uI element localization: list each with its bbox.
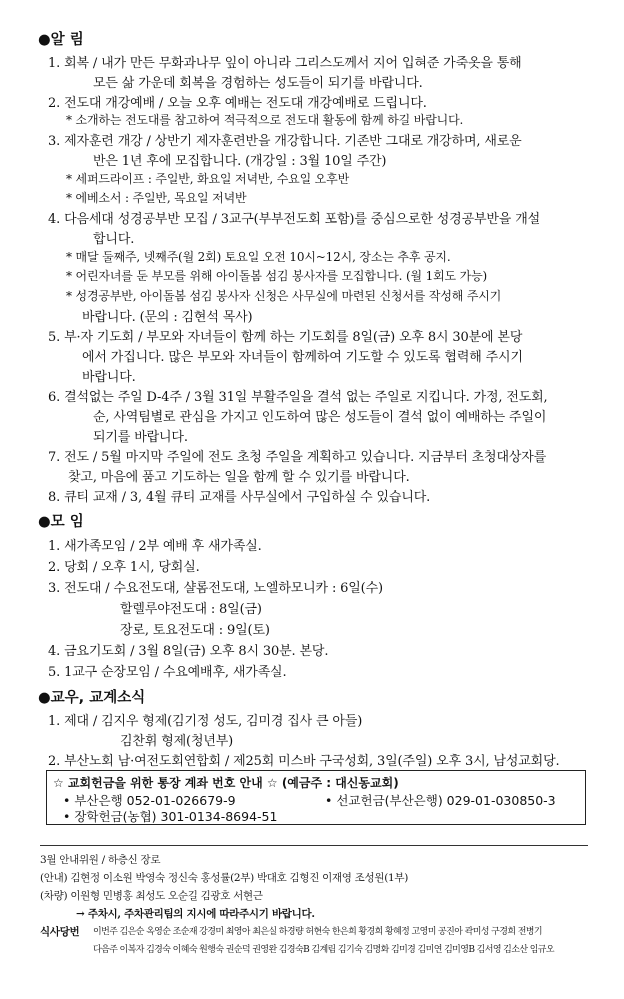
meeting-line: 4. 금요기도회 / 3월 8일(금) 오후 8시 30분. 본당. <box>48 644 329 659</box>
notice-line: 3. 제자훈련 개강 / 상반기 제자훈련반을 개강합니다. 기존반 그대로 개강하며, 새로운 <box>48 134 522 149</box>
meeting-line: 장로, 토요전도대 : 9일(토) <box>120 623 270 638</box>
notice-line: 순, 사역팀별로 관심을 가지고 인도하여 많은 성도들이 결석 없이 예배하는 주일이 <box>93 410 547 425</box>
exchange-heading: ●교우, 교계소식 <box>38 690 146 706</box>
notice-line: * 어린자녀를 둔 부모를 위해 아이돌봄 섬김 봉사자를 모집합니다. (월 1회도 가능) <box>66 269 488 283</box>
offering-account: • 선교헌금(부산은행) 029-01-030850-3 <box>325 793 556 808</box>
footer-line: 이번주 김은순 옥영순 조순재 강경미 최영아 최은실 하경량 허현숙 한은희 황경희 황혜정 고영미 공진아 곽미성 구경희 전병기 <box>93 927 542 937</box>
notice-line: 5. 부·자 기도회 / 부모와 자녀들이 함께 하는 기도회를 8일(금) 오후 8시 30분에 본당 <box>48 330 523 345</box>
notice-line: 8. 큐티 교재 / 3, 4월 큐티 교재를 사무실에서 구입하실 수 있습니다. <box>48 490 431 505</box>
notice-line: 1. 회복 / 내가 만든 무화과나무 잎이 아니라 그리스도께서 지어 입혀준 가죽옷을 통해 <box>48 56 522 71</box>
notices-heading: ●알 림 <box>38 32 84 48</box>
meeting-line: 1. 새가족모임 / 2부 예배 후 새가족실. <box>48 539 262 554</box>
notice-line: 에서 가집니다. 많은 부모와 자녀들이 함께하여 기도할 수 있도록 협력해 주시기 <box>82 350 523 365</box>
meetings-heading: ●모 임 <box>38 514 84 530</box>
footer-line: 3월 안내위원 / 하층신 장로 <box>40 854 161 866</box>
notice-line: 바랍니다. (문의 : 김현석 목사) <box>82 310 253 325</box>
footer-line: 다음주 이복자 김경숙 이혜숙 원행숙 권순덕 권영완 김경숙B 김계림 김기숙 김명화 김미경 김미연 김미영B 김서영 김소산 임규오 <box>93 945 554 955</box>
notice-line: 되기를 바랍니다. <box>93 430 188 445</box>
meeting-line: 2. 당회 / 오후 1시, 당회실. <box>48 560 200 575</box>
footer-divider <box>40 845 588 846</box>
offering-account: • 부산은행 052-01-026679-9 <box>63 793 236 808</box>
notice-line: 모든 삶 가운데 회복을 경험하는 성도들이 되기를 바랍니다. <box>93 76 423 91</box>
footer-line: → 주차시, 주차관리팀의 지시에 따라주시기 바랍니다. <box>76 908 315 920</box>
meeting-line: 3. 전도대 / 수요전도대, 샬롬전도대, 노엘하모니카 : 6일(수) <box>48 581 383 596</box>
offering-title: ☆ 교회헌금을 위한 통장 계좌 번호 안내 ☆ (예금주 : 대신동교회) <box>53 776 399 790</box>
exchange-line: 김찬휘 형제(청년부) <box>120 734 234 749</box>
notice-line: 찾고, 마음에 품고 기도하는 일을 함께 할 수 있기를 바랍니다. <box>68 470 410 485</box>
exchange-line: 2. 부산노회 남·여전도회연합회 / 제25회 미스바 구국성회, 3일(주일) 오후 3시, 남성교회당. <box>48 754 560 769</box>
offering-account: • 장학헌금(농협) 301-0134-8694-51 <box>63 809 278 824</box>
footer-line: 식사당번 <box>40 926 80 938</box>
notice-line: 반은 1년 후에 모집합니다. (개강일 : 3월 10일 주간) <box>93 154 387 169</box>
footer-line: (차량) 이원형 민병홍 최성도 오순길 김광호 서현근 <box>40 890 263 902</box>
meeting-line: 할렐루야전도대 : 8일(금) <box>120 602 262 617</box>
notice-line: 4. 다음세대 성경공부반 모집 / 3교구(부부전도회 포함)를 중심으로한 성경공부반을 개설 <box>48 212 541 227</box>
notice-line: * 매달 둘째주, 넷째주(월 2회) 토요일 오전 10시~12시, 장소는 추후 공지. <box>66 250 451 264</box>
notice-line: 6. 결석없는 주일 D-4주 / 3월 31일 부활주일을 결석 없는 주일로 지킵니다. 가정, 전도회, <box>48 390 548 405</box>
notice-line: * 성경공부반, 아이돌봄 섬김 봉사자 신청은 사무실에 마련된 신청서를 작성해 주시기 <box>66 289 502 303</box>
notice-line: 2. 전도대 개강예배 / 오늘 오후 예배는 전도대 개강예배로 드립니다. <box>48 96 427 111</box>
footer-line: (안내) 김현정 이소원 박영숙 정신숙 홍성률(2부) 박대호 김형진 이재영 조성원(1부) <box>40 872 409 884</box>
notice-line: 합니다. <box>93 232 135 247</box>
meeting-line: 5. 1교구 순장모임 / 수요예배후, 새가족실. <box>48 665 287 680</box>
notice-line: 바랍니다. <box>82 370 136 385</box>
notice-line: 7. 전도 / 5월 마지막 주일에 전도 초청 주일을 계획하고 있습니다. 지금부터 초청대상자를 <box>48 450 547 465</box>
exchange-line: 1. 제대 / 김지우 형제(김기정 성도, 김미경 집사 큰 아들) <box>48 714 363 729</box>
notice-line: * 세퍼드라이프 : 주일반, 화요일 저녁반, 수요일 오후반 <box>66 172 350 186</box>
notice-line: * 에베소서 : 주일반, 목요일 저녁반 <box>66 191 247 205</box>
notice-line: * 소개하는 전도대를 참고하여 적극적으로 전도대 활동에 함께 하길 바랍니다. <box>66 113 464 127</box>
offering-box <box>46 770 586 825</box>
